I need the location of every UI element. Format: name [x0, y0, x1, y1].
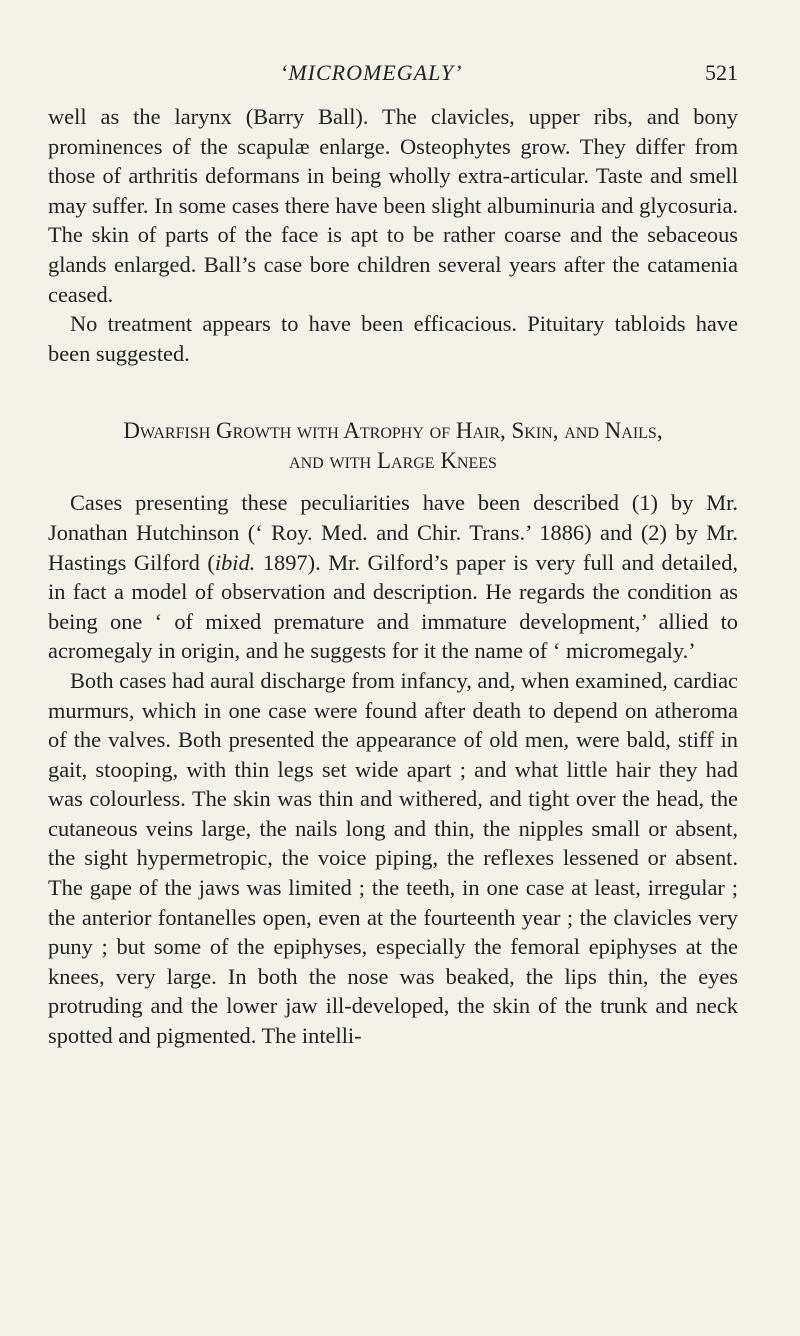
paragraph: No treatment appears to have been efficacious. Pituitary tabloids have been suggested.	[48, 311, 738, 366]
paragraph-text: 1897). Mr. Gilford’s paper is very full and detailed, in fact a model of observation and description. He regards the condition as being one ‘ of mixed premature and immature development,’ allied to acromegaly in origin, and he suggests for it the name of ‘ micromegaly.’	[48, 549, 738, 664]
page-number: 521	[705, 60, 738, 85]
section-heading-line: Dwarfish Growth with Atrophy of Hair, Skin, and Nails,	[123, 418, 663, 444]
section-heading-line: and with Large Knees	[289, 448, 497, 474]
section-heading	[48, 416, 738, 476]
paragraph-text: Cases presenting these peculiarities have been described (1) by Mr. Jonathan Hutchinson (‘ Roy. Med. and Chir. Trans.’ 1886) and (2) by Mr. Hastings Gilford (	[48, 490, 738, 575]
page-header	[48, 60, 738, 90]
paragraph: well as the larynx (Barry Ball). The clavicles, upper ribs, and bony prominences of the scapulæ enlarge. Osteophytes grow. They differ from those of arthritis deformans in being wholly extra-articular. Taste and smell may suffer. In some cases there have been slight albuminuria and glycosuria. The skin of parts of the face is apt to be rather coarse and the sebaceous glands enlarged. Ball’s case bore children several years after the catamenia ceased.	[48, 104, 738, 307]
paragraph	[48, 488, 738, 666]
ibid-citation: ibid.	[214, 549, 256, 575]
paragraph: Both cases had aural discharge from infancy, and, when examined, cardiac murmurs, which in one case were found after death to depend on atheroma of the valves. Both presented the appearance of old men, were bald, stiff in gait, stooping, with thin legs set wide apart ; and what little hair they had was colourless. The skin was thin and withered, and tight over the head, the cutaneous veins large, the nails long and thin, the nipples small or absent, the sight hypermetropic, the voice piping, the reflexes lessened or absent. The gape of the jaws was limited ; the teeth, in one case at least, irregular ; the anterior fontanelles open, even at the fourteenth year ; the clavicles very puny ; but some of the epiphyses, especially the femoral epiphyses at the knees, very large. In both the nose was beaked, the lips thin, the eyes protruding and the lower jaw ill-developed, the skin of the trunk and neck spotted and pigmented. The intelli-	[48, 667, 738, 1049]
book-page	[48, 60, 738, 1051]
running-head: ‘MICROMEGALY’	[280, 60, 463, 85]
main-text	[48, 102, 738, 1051]
